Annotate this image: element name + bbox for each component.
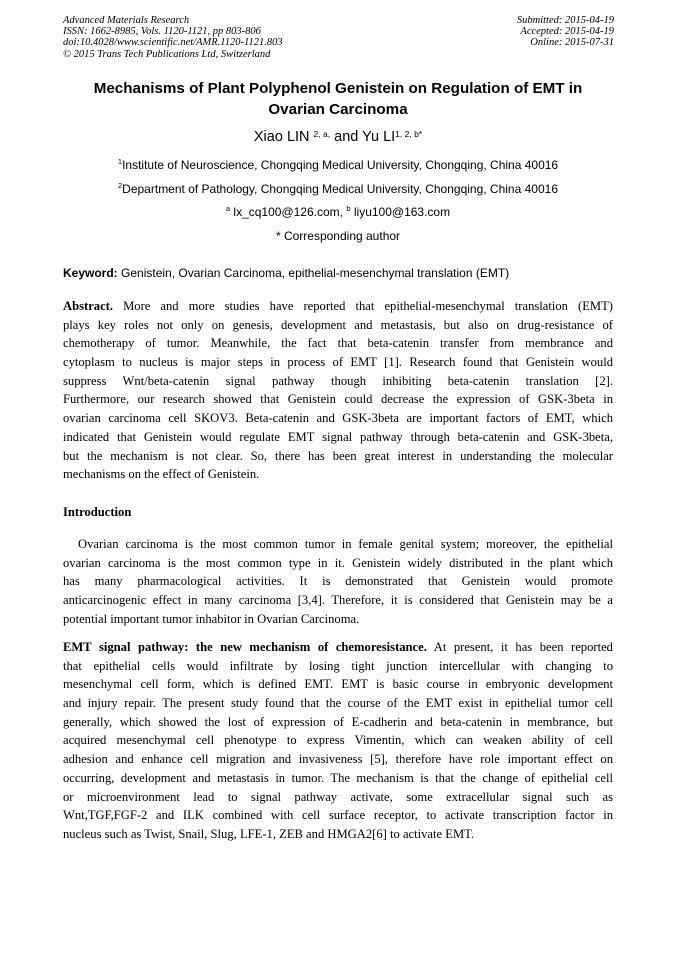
abstract-line: plays key roles not only on genesis, development and metastasis, but also on drug-resistance of (63, 317, 613, 332)
email-a: lx_cq100@126.com, (233, 205, 343, 219)
affiliation-1 (63, 157, 613, 173)
abstract-paragraph (63, 297, 613, 484)
introduction-line: potential important tumor inhabitor in Ovarian Carcinoma. (63, 611, 360, 626)
emt-paragraph (63, 638, 613, 844)
abstract-line: suppress Wnt/beta-catenin signal pathway though inhibiting beta-catenin translation [2]. (63, 373, 613, 388)
abstract-line: chemotherapy of tumor. Meanwhile, the fact that beta-catenin transfer from membrance and (63, 336, 613, 351)
accepted-date: Accepted: 2015-04-19 (520, 26, 614, 38)
affiliation-2 (63, 181, 613, 197)
introduction-line: ovarian carcinoma is the most common type in it. Genistein widely distributed in the plant which (63, 555, 613, 570)
emt-line: or microenvironment lead to signal pathway activate, some extracellular signal such as (63, 789, 613, 804)
emt-line: that epithelial cells would infiltrate by losing tight junction intercellular with changing to (63, 658, 613, 673)
affiliation-1-text: Institute of Neuroscience, Chongqing Medical University, Chongqing, China 40016 (122, 158, 559, 172)
title-line-1: Mechanisms of Plant Polyphenol Genistein on Regulation of EMT in (93, 80, 583, 97)
emt-line: acquired mesenchymal cell phenotype to express Vimentin, which can weaken ability of cell (63, 733, 613, 748)
emt-line: generally, which showed the lost of expression of E-cadherin and beta-catenin in membrance, but (63, 714, 613, 729)
keyword-label: Keyword: (63, 266, 118, 280)
emt-line: and injury repair. The present study found that the course of the EMT exist in epithelial tumor cell (63, 696, 613, 711)
submitted-date: Submitted: 2015-04-19 (516, 15, 614, 26)
introduction-paragraph (63, 535, 613, 628)
author-2-affiliation-mark: 1, 2, b* (395, 129, 423, 139)
emt-line: Wnt,TGF,FGF-2 and ILK combined with cell surface receptor, to activate transcription factor in (63, 808, 613, 823)
author-1: Xiao LIN (253, 129, 310, 145)
corresponding-author-note: * Corresponding author (275, 229, 401, 243)
affiliation-2-mark: 2 (118, 181, 123, 190)
abstract-line: mechanisms on the effect of Genistein. (63, 467, 260, 482)
introduction-line: anticarcinogenic effect in many carcinoma [3,4]. Therefore, it is considered that Genistein may be a (63, 593, 613, 608)
doi-line: doi:10.4028/www.scientific.net/AMR.1120-1121.803 (63, 37, 283, 49)
email-b: liyu100@163.com (353, 205, 451, 219)
title-line-2: Ovarian Carcinoma (268, 101, 408, 118)
journal-header-right (517, 15, 614, 49)
author-conjunction: and (334, 129, 359, 145)
email-line (63, 204, 613, 220)
emt-line: adhesion and enhance cell migration and invasiveness [5], therefore have role important effect on (63, 752, 613, 767)
introduction-heading: Introduction (63, 505, 132, 519)
journal-name: Advanced Materials Research (63, 15, 190, 26)
keywords (63, 265, 618, 281)
introduction-line: has many pharmacological activities. It is demonstrated that Genistein would promote (63, 574, 613, 589)
issn-line: ISSN: 1662-8985, Vols. 1120-1121, pp 803-806 (63, 26, 261, 38)
abstract-line: cytoplasm to nucleus is major steps in process of EMT [1]. Research found that Genistein would (63, 355, 613, 370)
author-line (63, 127, 613, 147)
author-2: Yu LI (362, 129, 396, 145)
keyword-text: Genistein, Ovarian Carcinoma, epithelial-mesenchymal translation (EMT) (121, 266, 510, 280)
abstract-line: but the mechanism is not clear. So, there has been great interest in understanding the molecular (63, 448, 613, 463)
emt-line: mesenchymal cell form, which is defined EMT. EMT is basic course in embryonic development (63, 677, 613, 692)
paper-title (63, 78, 613, 120)
affiliation-1-mark: 1 (117, 157, 123, 166)
online-date: Online: 2015-07-31 (530, 37, 614, 49)
affiliation-2-text: Department of Pathology, Chongqing Medical University, Chongqing, China 40016 (122, 182, 558, 196)
email-b-mark: b (346, 204, 351, 213)
emt-line: nucleus such as Twist, Snail, Slug, LFE-1, ZEB and HMGA2[6] to activate EMT. (63, 826, 475, 841)
emt-line: EMT signal pathway: the new mechanism of chemoresistance. At present, it has been reported (63, 640, 613, 654)
emt-section-label: EMT signal pathway: the new mechanism of chemoresistance. (63, 640, 427, 654)
abstract-line: ovarian carcinoma cell SKOV3. Beta-catenin and GSK-3beta are important factors of EMT, which (63, 411, 613, 426)
abstract-line: Abstract. More and more studies have reported that epithelial-mesenchymal translation (EMT) (63, 299, 613, 313)
copyright-line: © 2015 Trans Tech Publications Ltd, Switzerland (63, 48, 271, 60)
introduction-line: Ovarian carcinoma is the most common tumor in female genital system; moreover, the epithelial (78, 537, 613, 551)
abstract-line: indicated that Genistein would regulate EMT signal pathway through beta-catenin and GSK-3beta, (63, 429, 613, 444)
journal-header-left (63, 15, 283, 60)
abstract-label: Abstract. (63, 299, 114, 313)
emt-line: occurring, development and metastasis in tumor. The mechanism is that the change of epithelial cell (63, 770, 613, 785)
author-1-affiliation-mark: 2, a, (313, 129, 331, 139)
email-a-mark: a (225, 204, 231, 213)
abstract-line: Furthermore, our research showed that Genistein could decrease the expression of GSK-3beta in (63, 392, 613, 407)
